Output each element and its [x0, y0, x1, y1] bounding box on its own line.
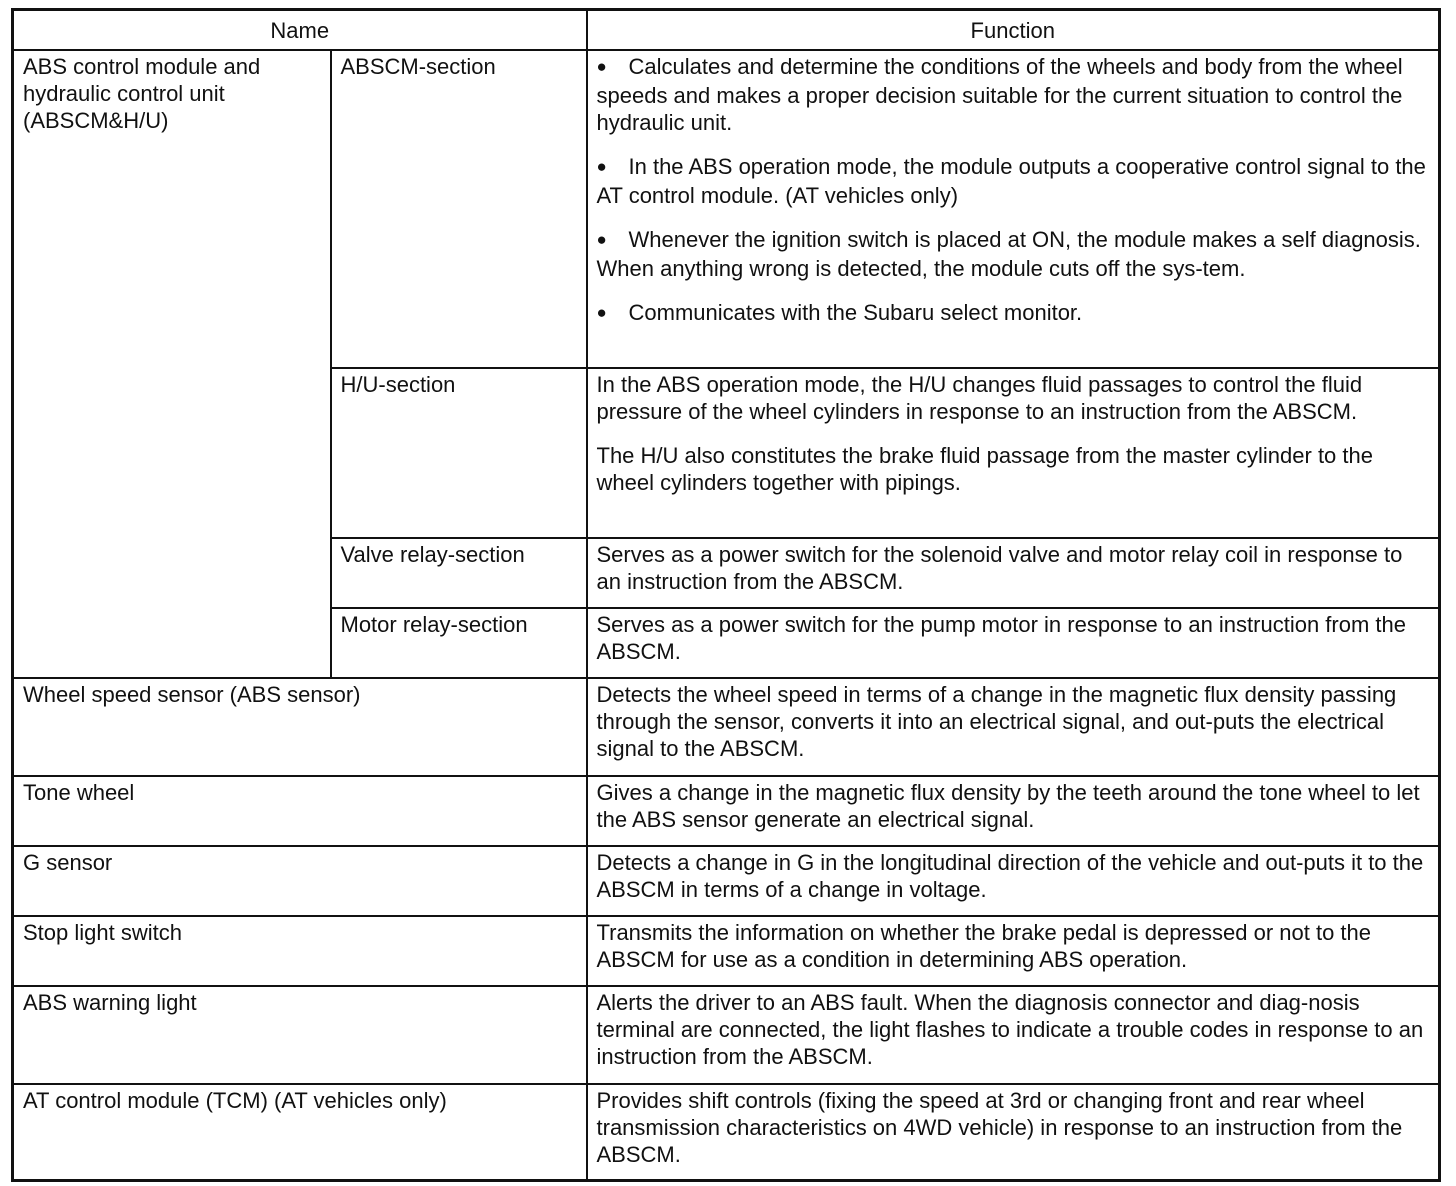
function-cell: Transmits the information on whether the brake pedal is depressed or not to the ABSCM for use as a condition in determining ABS operation. — [587, 916, 1440, 986]
section-name-cell: H/U-section — [331, 368, 587, 538]
header-row — [13, 10, 1440, 51]
bullet-icon — [597, 226, 629, 255]
table-row — [13, 846, 1440, 916]
table-row — [13, 986, 1440, 1084]
component-name-cell: Wheel speed sensor (ABS sensor) — [13, 678, 587, 776]
table-row — [13, 916, 1440, 986]
table-row — [13, 678, 1440, 776]
function-cell: Provides shift controls (fixing the speed at 3rd or changing front and rear wheel transmission characteristics on 4WD vehicle) in response to an instruction from the ABSCM. — [587, 1084, 1440, 1180]
function-column-header: Function — [587, 10, 1440, 51]
component-name-cell: G sensor — [13, 846, 587, 916]
section-name-cell: Motor relay-section — [331, 608, 587, 678]
function-cell: Alerts the driver to an ABS fault. When the diagnosis connector and diag-nosis terminal are connected, the light flashes to indicate a trouble codes in response to an instruction from the ABSCM. — [587, 986, 1440, 1084]
section-name-cell: Valve relay-section — [331, 538, 587, 608]
document-page — [11, 8, 1438, 1182]
component-name-cell: Tone wheel — [13, 776, 587, 846]
function-paragraph: The H/U also constitutes the brake fluid passage from the master cylinder to the wheel cylinders together with pipings. — [596, 443, 1373, 495]
component-name-cell: AT control module (TCM) (AT vehicles only) — [13, 1084, 587, 1180]
function-cell: Detects a change in G in the longitudinal direction of the vehicle and out-puts it to the ABSCM in terms of a change in voltage. — [587, 846, 1440, 916]
component-name-cell: ABS warning light — [13, 986, 587, 1084]
function-cell: Serves as a power switch for the solenoid valve and motor relay coil in response to an instruction from the ABSCM. — [587, 538, 1440, 608]
bullet-icon — [597, 299, 629, 328]
abs-unit-name-cell: ABS control module and hydraulic control unit (ABSCM&H/U) — [13, 50, 331, 678]
abs-components-table — [11, 8, 1441, 1182]
bullet-icon — [597, 153, 629, 182]
table-row — [13, 50, 1440, 368]
function-cell: Serves as a power switch for the pump motor in response to an instruction from the ABSCM. — [587, 608, 1440, 678]
function-paragraph: In the ABS operation mode, the H/U changes fluid passages to control the fluid pressure of the wheel cylinders in response to an instruction from the ABSCM. — [596, 372, 1363, 424]
component-name-cell: Stop light switch — [13, 916, 587, 986]
function-cell: Gives a change in the magnetic flux density by the teeth around the tone wheel to let the ABS sensor generate an electrical signal. — [587, 776, 1440, 846]
function-cell — [587, 368, 1440, 538]
section-name-cell: ABSCM-section — [331, 50, 587, 368]
function-cell: Detects the wheel speed in terms of a change in the magnetic flux density passing through the sensor, converts it into an electrical signal, and out-puts the electrical signal to the ABSCM. — [587, 678, 1440, 776]
bullet-item: ● Calculates and determine the conditions of the wheels and body from the wheel speeds and makes a proper decision suitable for the current situation to control the hydraulic unit. — [597, 53, 1431, 136]
table-row — [13, 1084, 1440, 1180]
bullet-icon — [597, 53, 629, 82]
bullet-item: ●Communicates with the Subaru select monitor. — [597, 299, 1431, 328]
name-column-header: Name — [13, 10, 587, 51]
table-row — [13, 776, 1440, 846]
bullet-item: ●Whenever the ignition switch is placed at ON, the module makes a self diagnosis. When anything wrong is detected, the module cuts off the sys-tem. — [597, 226, 1431, 282]
bullet-item: ●In the ABS operation mode, the module outputs a cooperative control signal to the AT control module. (AT vehicles only) — [597, 153, 1431, 209]
function-cell — [587, 50, 1440, 368]
